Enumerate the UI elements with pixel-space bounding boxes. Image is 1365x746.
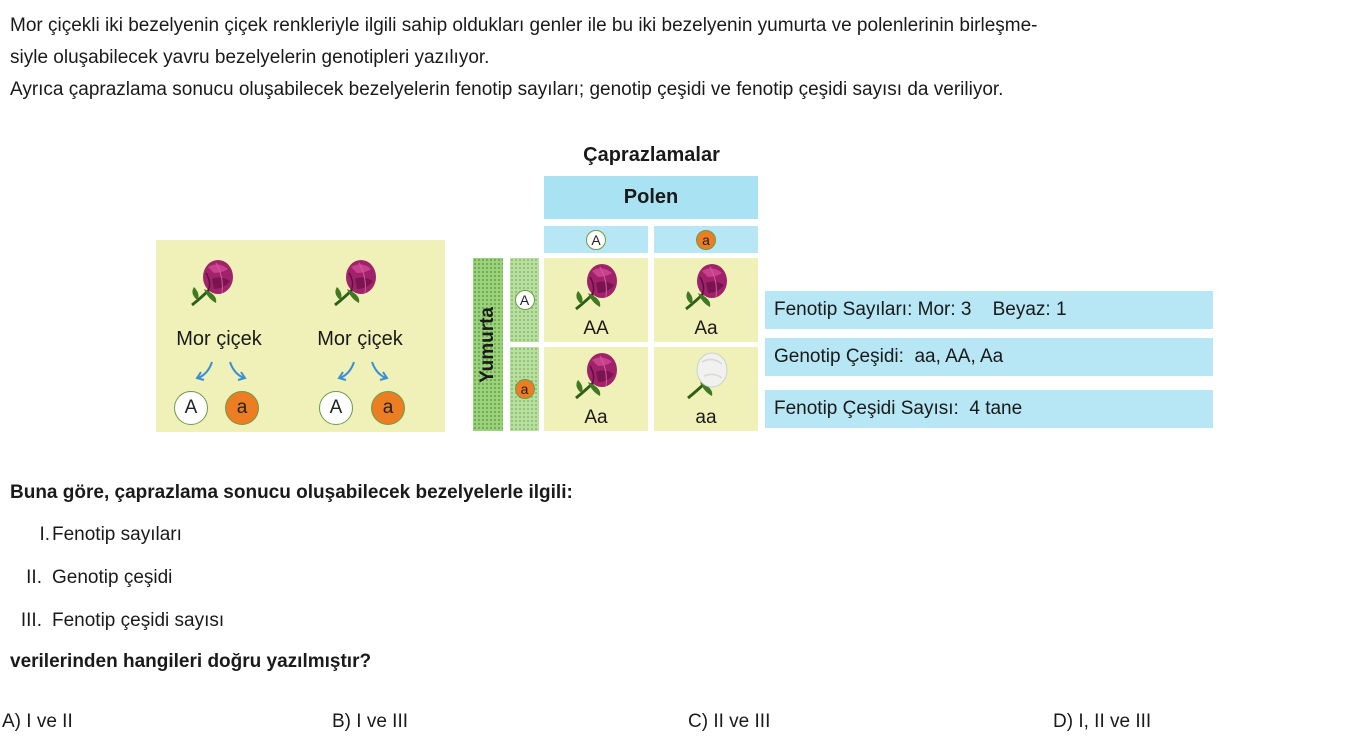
grid-genotype: aa [695, 407, 717, 428]
info-text: Genotip Çeşidi: aa, AA, Aa [774, 346, 1004, 367]
parent-2-allele-recessive: a [371, 391, 405, 425]
parent-1-label: Mor çiçek [176, 328, 262, 350]
yumurta-allele-recessive: a [515, 379, 535, 399]
polen-allele-dominant: A [586, 230, 606, 250]
arrow-icon [370, 360, 390, 382]
intro-text [10, 10, 1355, 106]
info-text: Fenotip Çeşidi Sayısı: 4 tane [774, 398, 1023, 419]
purple-flower-icon [682, 262, 732, 314]
option-a[interactable]: A) I ve II [2, 711, 73, 732]
white-flower-icon [682, 351, 732, 403]
parent-2-allele-dominant: A [319, 391, 353, 425]
parent-1-allele-dominant: A [174, 391, 208, 425]
question-stem: Buna göre, çaprazlama sonucu oluşabilecek bezelyelerle ilgili: [10, 482, 573, 503]
yumurta-allele-dominant: A [515, 290, 535, 310]
info-genotip-cesidi [765, 338, 1213, 376]
polen-allele-recessive: a [696, 230, 716, 250]
figure-title: Çaprazlamalar [583, 144, 720, 166]
grid-cell-AA [544, 258, 648, 342]
arrow-icon [336, 360, 356, 382]
item-text: Fenotip sayıları [52, 524, 182, 545]
polen-allele-cell-2 [654, 226, 758, 253]
intro-line-1: Mor çiçekli iki bezelyenin çiçek renkleriyle ilgili sahip oldukları genler ile bu iki bezelyenin yumurta ve polenlerinin birleşme- [10, 15, 1038, 36]
arrow-icon [194, 360, 214, 382]
intro-line-2: siyle oluşabilecek yavru bezelyelerin genotipleri yazılıyor. [10, 47, 490, 68]
option-b[interactable]: B) I ve III [332, 711, 409, 732]
polen-allele-cell-1 [544, 226, 648, 253]
arrow-icon [228, 360, 248, 382]
parent-2-label: Mor çiçek [317, 328, 403, 350]
question-ask: verilerinden hangileri doğru yazılmıştır? [10, 651, 372, 672]
grid-genotype: Aa [694, 318, 718, 339]
parent-2-flower-icon [331, 258, 381, 310]
info-text: Fenotip Sayıları: Mor: 3 Beyaz: 1 [774, 299, 1067, 320]
grid-cell-aa [654, 347, 758, 431]
grid-genotype: Aa [584, 407, 608, 428]
purple-flower-icon [572, 262, 622, 314]
yumurta-allele-cell-1 [510, 258, 539, 342]
item-number: II. [26, 567, 42, 588]
parents-panel [156, 240, 445, 432]
intro-line-3: Ayrıca çaprazlama sonucu oluşabilecek bezelyelerin fenotip sayıları; genotip çeşidi ve fenotip çeşidi sayısı da veriliyor. [10, 79, 1004, 100]
item-number: III. [20, 610, 42, 631]
parent-1-flower-icon [188, 258, 238, 310]
yumurta-allele-cell-2 [510, 347, 539, 431]
grid-cell-Aa-2 [544, 347, 648, 431]
info-fenotip-cesidi-sayisi [765, 390, 1213, 428]
option-d[interactable]: D) I, II ve III [1053, 711, 1152, 732]
purple-flower-icon [572, 351, 622, 403]
item-text: Fenotip çeşidi sayısı [52, 610, 225, 631]
parent-1-allele-recessive: a [225, 391, 259, 425]
info-fenotip-sayilari [765, 291, 1213, 329]
grid-genotype: AA [583, 318, 609, 339]
item-text: Genotip çeşidi [52, 567, 173, 588]
yumurta-label-wrap [473, 258, 503, 431]
item-number: I. [39, 524, 50, 545]
grid-cell-Aa-1 [654, 258, 758, 342]
option-c[interactable]: C) II ve III [688, 711, 771, 732]
polen-header: Polen [544, 176, 758, 219]
yumurta-label: Yumurta [477, 306, 498, 383]
